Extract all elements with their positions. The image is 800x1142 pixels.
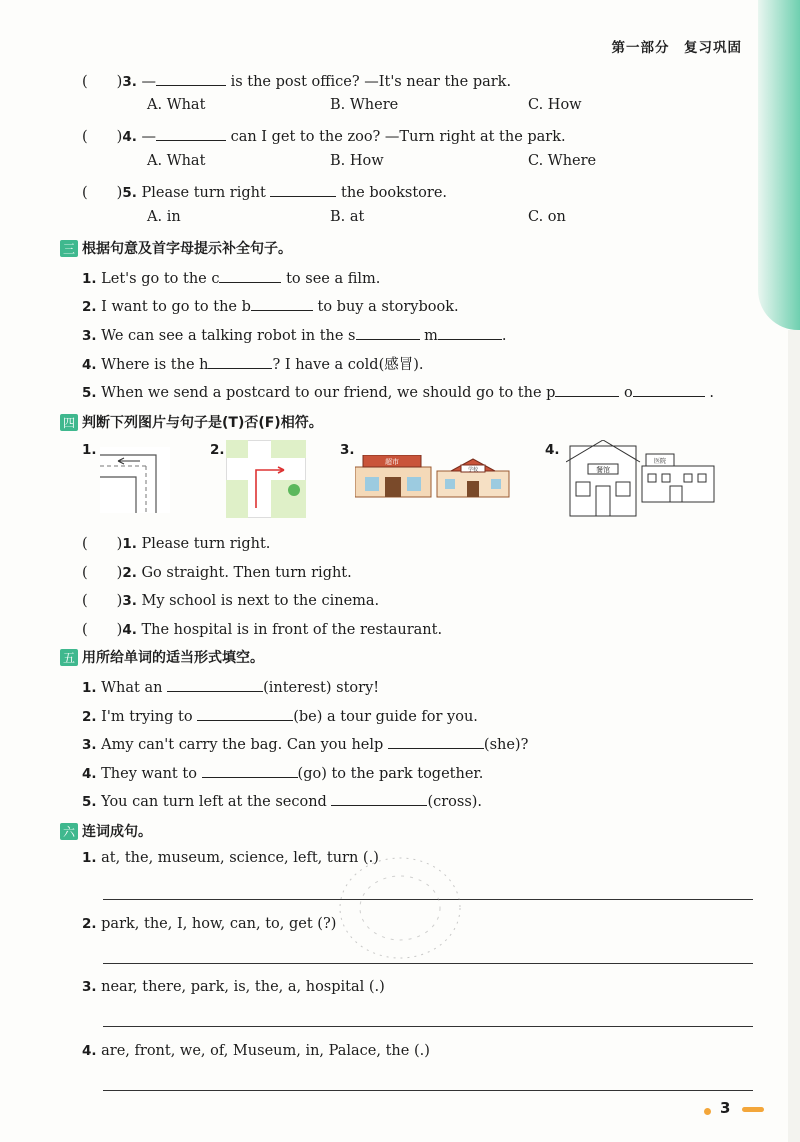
answer-paren[interactable]: ( )	[82, 565, 123, 581]
question-number: 3.	[122, 74, 137, 90]
item-number: 5.	[82, 794, 97, 810]
option-c: C. on	[528, 209, 566, 225]
item-text: (cross).	[427, 794, 483, 810]
answer-paren[interactable]: ( )	[82, 185, 123, 201]
answer-blank[interactable]	[388, 734, 484, 749]
answer-blank[interactable]	[356, 325, 420, 340]
item-text: m	[424, 328, 438, 344]
item-text: I'm trying to	[101, 709, 193, 725]
hospital-sign: 医院	[653, 458, 667, 465]
section-6-heading	[60, 821, 152, 841]
restaurant-sign: 餐馆	[596, 466, 610, 474]
section-title: 根据句意及首字母提示补全句子。	[82, 241, 292, 257]
answer-line[interactable]	[103, 1026, 753, 1027]
item-number: 4.	[82, 1043, 97, 1059]
question-text: the bookstore.	[341, 185, 448, 201]
item-text: Where is the h	[101, 357, 209, 373]
answer-blank[interactable]	[219, 268, 281, 283]
section-title: 连词成句。	[82, 824, 152, 840]
supermarket-and-school-image	[355, 455, 510, 500]
answer-blank[interactable]	[167, 677, 263, 692]
option-c: C. Where	[528, 153, 597, 169]
section-3-heading	[60, 238, 292, 258]
item-text: at, the, museum, science, left, turn (.)	[101, 850, 379, 866]
answer-blank[interactable]	[202, 763, 298, 778]
option-a: A. in	[147, 209, 181, 225]
item-text: are, front, we, of, Museum, in, Palace, the (.)	[101, 1043, 430, 1059]
item-number: 4.	[82, 357, 97, 373]
section-4-heading	[60, 412, 323, 432]
answer-paren[interactable]: ( )	[82, 536, 123, 552]
item-text: (she)?	[483, 737, 529, 753]
word-form-item-4	[82, 763, 483, 782]
item-number: 5.	[82, 385, 97, 401]
answer-blank[interactable]	[555, 382, 619, 397]
page-header: 第一部分 复习巩固	[611, 40, 742, 56]
footer-bar	[742, 1107, 764, 1112]
word-form-item-2	[82, 706, 478, 725]
question-text: Please turn right	[141, 185, 266, 201]
section-title: 判断下列图片与句子是(T)否(F)相符。	[82, 415, 323, 431]
fill-item-2	[82, 296, 459, 315]
word-form-item-3	[82, 734, 528, 753]
item-text: You can turn left at the second	[101, 794, 327, 810]
section-badge: 四	[60, 414, 78, 431]
option-c: C. How	[528, 97, 582, 113]
school-sign: 学校	[467, 467, 479, 473]
judge-item-3	[82, 589, 379, 610]
answer-blank[interactable]	[251, 296, 313, 311]
fill-item-5	[82, 382, 714, 401]
word-form-item-1	[82, 677, 379, 696]
answer-blank[interactable]	[156, 71, 226, 86]
road-map-turn-right-image	[100, 447, 170, 513]
item-number: 4.	[122, 622, 137, 638]
item-text: Go straight. Then turn right.	[141, 565, 352, 581]
item-number: 1.	[122, 536, 137, 552]
answer-paren[interactable]: ( )	[82, 74, 123, 90]
item-text: My school is next to the cinema.	[141, 593, 380, 609]
option-a: A. What	[147, 153, 206, 169]
question-5	[82, 181, 447, 202]
answer-blank[interactable]	[197, 706, 293, 721]
option-a: A. What	[147, 97, 206, 113]
fill-item-3	[82, 325, 506, 344]
item-text: Let's go to the c	[101, 271, 220, 287]
item-number: 1.	[82, 271, 97, 287]
question-number: 4.	[122, 129, 137, 145]
item-text: We can see a talking robot in the s	[101, 328, 356, 344]
question-3	[82, 70, 511, 91]
page-number: 3	[720, 1099, 731, 1117]
section-badge: 五	[60, 649, 78, 666]
item-number: 2.	[82, 299, 97, 315]
answer-blank[interactable]	[633, 382, 705, 397]
item-text: Please turn right.	[141, 536, 271, 552]
item-number: 2.	[82, 916, 97, 932]
word-form-item-5	[82, 791, 482, 810]
item-text: The hospital is in front of the restaurant.	[141, 622, 443, 638]
supermarket-sign: 超市	[385, 458, 399, 466]
item-number: 3.	[82, 737, 97, 753]
picture-label-4: 4.	[545, 442, 560, 458]
question-text: —	[141, 74, 156, 90]
watermark-stamp	[330, 850, 470, 970]
picture-label-3: 3.	[340, 442, 355, 458]
item-text: (interest) story!	[263, 680, 380, 696]
sentence-item-2	[82, 916, 336, 932]
item-text: to buy a storybook.	[317, 299, 459, 315]
section-badge: 三	[60, 240, 78, 257]
item-text: When we send a postcard to our friend, we should go to the p	[101, 385, 556, 401]
page-edge	[788, 330, 800, 1142]
option-b: B. Where	[330, 97, 399, 113]
item-text: ? I have a cold(感冒).	[272, 357, 424, 373]
item-text: to see a film.	[286, 271, 381, 287]
answer-paren[interactable]: ( )	[82, 593, 123, 609]
picture-label-2: 2.	[210, 442, 225, 458]
item-text: What an	[101, 680, 163, 696]
item-text: I want to go to the b	[101, 299, 251, 315]
item-number: 1.	[82, 680, 97, 696]
item-text: o	[624, 385, 633, 401]
footer-dot	[704, 1108, 711, 1115]
question-text: —	[141, 129, 156, 145]
item-number: 3.	[82, 328, 97, 344]
section-5-heading	[60, 647, 264, 667]
question-4	[82, 125, 566, 146]
picture-label-1: 1.	[82, 442, 97, 458]
item-text: They want to	[101, 766, 197, 782]
answer-line[interactable]	[103, 1090, 753, 1091]
answer-blank[interactable]	[270, 182, 336, 197]
answer-blank[interactable]	[438, 325, 502, 340]
answer-blank[interactable]	[208, 354, 272, 369]
sentence-item-3	[82, 979, 385, 995]
item-number: 3.	[82, 979, 97, 995]
item-number: 2.	[82, 709, 97, 725]
answer-paren[interactable]: ( )	[82, 129, 123, 145]
question-number: 5.	[122, 185, 137, 201]
question-text: is the post office? —It's near the park.	[230, 74, 512, 90]
section-badge: 六	[60, 823, 78, 840]
sentence-item-4	[82, 1043, 430, 1059]
answer-blank[interactable]	[156, 126, 226, 141]
answer-paren[interactable]: ( )	[82, 622, 123, 638]
answer-blank[interactable]	[331, 791, 427, 806]
fill-item-1	[82, 268, 380, 287]
item-text: Amy can't carry the bag. Can you help	[101, 737, 384, 753]
item-text: (go) to the park together.	[297, 766, 484, 782]
item-number: 3.	[122, 593, 137, 609]
judge-item-1	[82, 532, 270, 553]
option-b: B. at	[330, 209, 365, 225]
road-map-go-straight-image	[226, 440, 306, 518]
option-b: B. How	[330, 153, 384, 169]
item-text: park, the, I, how, can, to, get (?)	[101, 916, 337, 932]
item-text: near, there, park, is, the, a, hospital (.)	[101, 979, 385, 995]
question-text: can I get to the zoo? —Turn right at the park.	[230, 129, 566, 145]
item-text: .	[709, 385, 714, 401]
fill-item-4	[82, 353, 424, 374]
judge-item-4	[82, 618, 442, 639]
restaurant-and-hospital-image	[566, 440, 718, 518]
item-text: (be) a tour guide for you.	[293, 709, 478, 725]
page-edge-tab	[758, 0, 800, 330]
item-number: 2.	[122, 565, 137, 581]
item-text: .	[501, 328, 507, 344]
item-number: 4.	[82, 766, 97, 782]
judge-item-2	[82, 561, 352, 582]
item-number: 1.	[82, 850, 97, 866]
section-title: 用所给单词的适当形式填空。	[82, 650, 264, 666]
